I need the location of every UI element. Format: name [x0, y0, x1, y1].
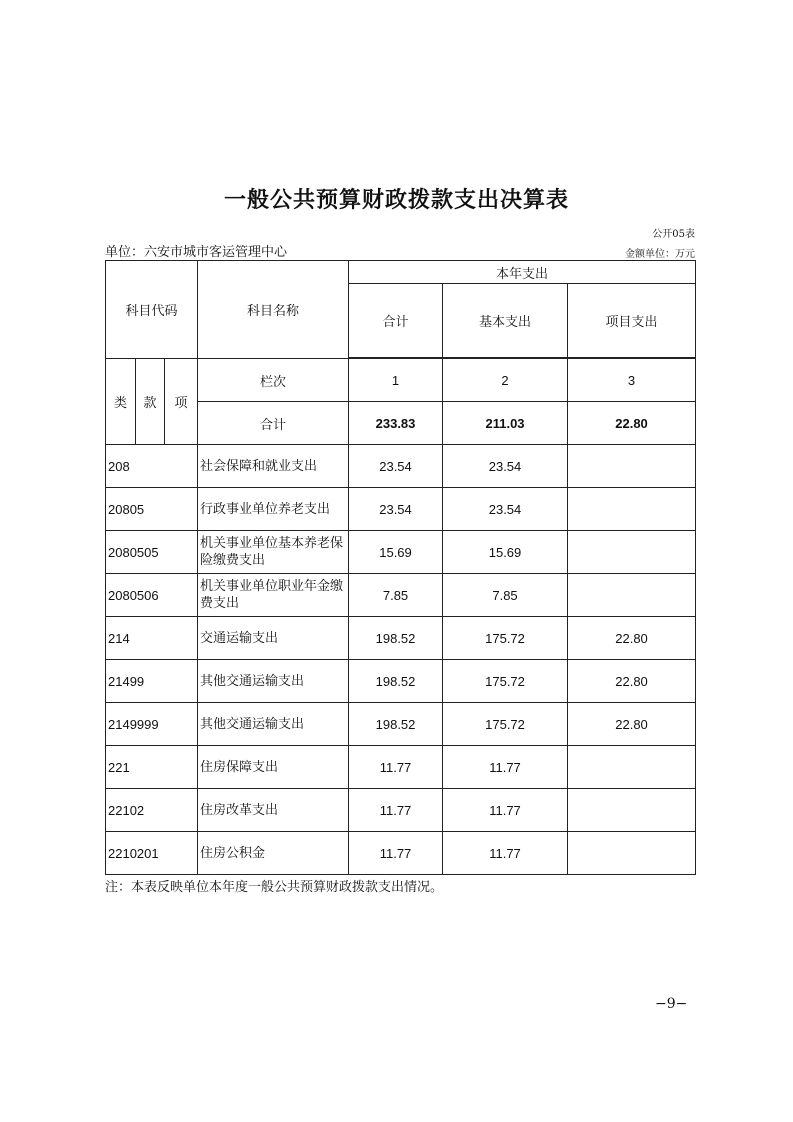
page-number: −9−: [655, 996, 688, 1012]
row-code: 21499: [106, 660, 198, 703]
section-header: 款: [136, 359, 165, 445]
row-name: 行政事业单位养老支出: [198, 488, 349, 531]
sum-label: 合计: [198, 402, 349, 445]
form-code: 公开05表: [652, 229, 695, 240]
row-code: 22102: [106, 789, 198, 832]
total-header: 合计: [349, 284, 443, 358]
row-project: 22.80: [568, 703, 696, 746]
row-total: 11.77: [349, 746, 443, 789]
table-row: [106, 617, 696, 660]
column-number-1: 1: [349, 359, 443, 402]
column-number-3: 3: [568, 359, 696, 402]
row-project: [568, 574, 696, 617]
subject-code-header: 科目代码: [106, 261, 198, 359]
column-number-2: 2: [443, 359, 568, 402]
row-name: 住房保障支出: [198, 746, 349, 789]
row-project: [568, 832, 696, 875]
table-row: [106, 746, 696, 789]
row-basic: 15.69: [443, 531, 568, 574]
row-total: 198.52: [349, 617, 443, 660]
table-note: 注：本表反映单位本年度一般公共预算财政拨款支出情况。: [105, 880, 444, 895]
project-header: 项目支出: [568, 284, 696, 358]
row-basic: 23.54: [443, 445, 568, 488]
row-name: 机关事业单位职业年金缴费支出: [198, 574, 349, 617]
row-project: [568, 488, 696, 531]
row-basic: 175.72: [443, 617, 568, 660]
basic-header: 基本支出: [443, 284, 568, 358]
table-row: [106, 531, 696, 574]
row-name: 住房公积金: [198, 832, 349, 875]
row-code: 2149999: [106, 703, 198, 746]
row-code: 208: [106, 445, 198, 488]
grand-project-value: 22.80: [568, 402, 696, 445]
row-total: 198.52: [349, 660, 443, 703]
row-basic: 11.77: [443, 789, 568, 832]
page-title: 一般公共预算财政拨款支出决算表: [223, 188, 569, 213]
row-total: 23.54: [349, 488, 443, 531]
current-year-header: 本年支出: [349, 261, 696, 284]
row-code: 2210201: [106, 832, 198, 875]
row-total: 7.85: [349, 574, 443, 617]
table-row: [106, 703, 696, 746]
row-code: 2080506: [106, 574, 198, 617]
row-project: [568, 531, 696, 574]
table-row: [106, 832, 696, 875]
expenditure-table: [105, 260, 696, 875]
class-header: 类: [106, 359, 136, 445]
row-project: [568, 789, 696, 832]
row-basic: 11.77: [443, 832, 568, 875]
row-name: 社会保障和就业支出: [198, 445, 349, 488]
row-basic: 11.77: [443, 746, 568, 789]
row-total: 198.52: [349, 703, 443, 746]
column-label: 栏次: [198, 359, 349, 402]
amount-unit-label: 金额单位：万元: [625, 249, 695, 260]
row-code: 214: [106, 617, 198, 660]
column-number-row: [106, 359, 696, 402]
table-row: [106, 445, 696, 488]
row-name: 其他交通运输支出: [198, 660, 349, 703]
row-total: 15.69: [349, 531, 443, 574]
row-project: 22.80: [568, 617, 696, 660]
row-basic: 23.54: [443, 488, 568, 531]
row-project: [568, 445, 696, 488]
subject-name-header: 科目名称: [198, 261, 349, 359]
unit-label: 单位：六安市城市客运管理中心: [105, 245, 288, 260]
row-total: 11.77: [349, 789, 443, 832]
row-total: 23.54: [349, 445, 443, 488]
table-row: [106, 789, 696, 832]
header-row-1: [106, 261, 696, 284]
row-basic: 7.85: [443, 574, 568, 617]
item-header: 项: [165, 359, 198, 445]
row-total: 11.77: [349, 832, 443, 875]
grand-basic-value: 211.03: [443, 402, 568, 445]
table-row: [106, 574, 696, 617]
row-code: 221: [106, 746, 198, 789]
grand-total-value: 233.83: [349, 402, 443, 445]
row-code: 20805: [106, 488, 198, 531]
row-name: 住房改革支出: [198, 789, 349, 832]
row-basic: 175.72: [443, 703, 568, 746]
row-project: 22.80: [568, 660, 696, 703]
table-row: [106, 660, 696, 703]
row-code: 2080505: [106, 531, 198, 574]
row-basic: 175.72: [443, 660, 568, 703]
row-name: 机关事业单位基本养老保险缴费支出: [198, 531, 349, 574]
row-name: 其他交通运输支出: [198, 703, 349, 746]
row-project: [568, 746, 696, 789]
row-name: 交通运输支出: [198, 617, 349, 660]
table-row: [106, 488, 696, 531]
